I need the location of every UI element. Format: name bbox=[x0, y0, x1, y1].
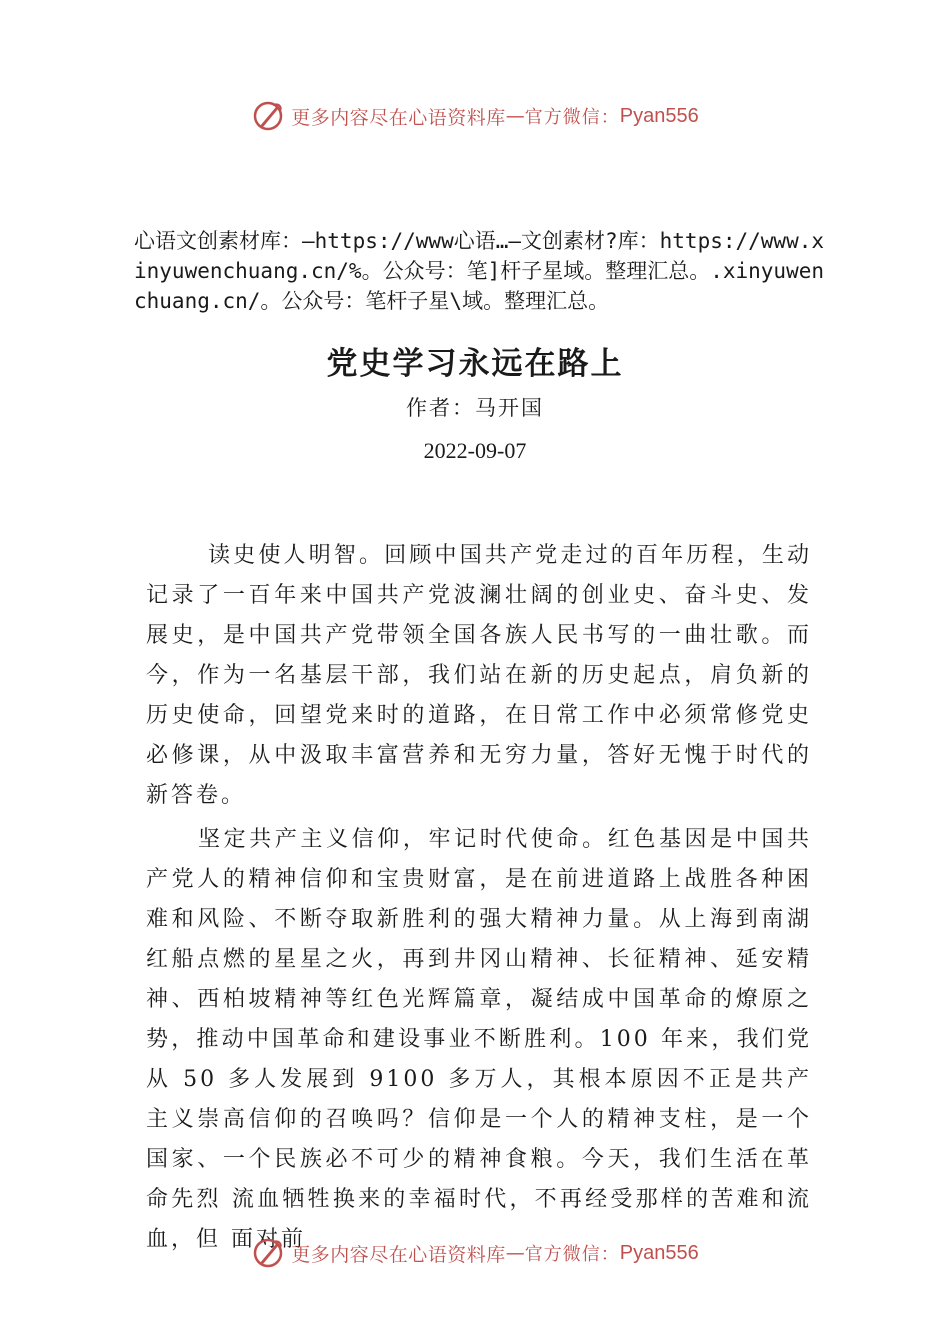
quill-logo-icon bbox=[251, 1236, 285, 1270]
article-author: 作者：马开国 bbox=[406, 396, 544, 420]
article-paragraph: 坚定共产主义信仰，牢记时代使命。红色基因是中国共 产党人的精神信仰和宝贵财富，是在前进道路上战胜各种困 难和风险、不断夺取新胜利的强大精神力量。从上海到南湖 红船点燃的星星之火，再到井冈山精神、长征精神、延安精 神、西柏坡精神等红色光辉篇章，凝结成中国革命的燎原之 势，推动中国革命和建设事业不断胜利。100 年来，我们党从 50 多人发展到 9100 多万人，其根本原因不正是共产主义崇高信仰的召唤吗？信仰是一个人的精神支柱，是一个国家、一个民族必不可少的精神食粮。今天，我们生活在革命先烈 流血牺牲换来的幸福时代，不再经受那样的苦难和流血，但 面对前 bbox=[146, 827, 812, 1252]
quill-logo-icon bbox=[251, 99, 285, 133]
article-paragraph: 读史使人明智。回顾中国共产党走过的百年历程，生动记录了一百年来中国共产党波澜壮阔的创业史、奋斗史、发展史，是中国共产党带领全国各族人民书写的一曲壮歌。而今，作为一名基层干部，我们站在新的历史起点，肩负新的历史使命，回望党来时的道路，在日常工作中必须常修党史必修课，从中汲取丰富营养和无穷力量，答好无愧于时代的新答卷。 bbox=[146, 543, 812, 808]
banner-official-label: 官方微信： bbox=[524, 1244, 620, 1265]
banner-brand-text: 更多内容尽在心语资料库 bbox=[291, 1243, 506, 1266]
banner-dash: — bbox=[505, 105, 525, 127]
source-note: 心语文创素材库：—https://www心语…—文创素材?库：https://www.xinyuwenchuang.cn/%。公众号：笔]杆子星域。整理汇总。.xinyuwenchuang.cn/。公众号：笔杆子星\域。整理汇总。 bbox=[134, 229, 825, 313]
banner-dash: — bbox=[505, 1242, 525, 1264]
header-banner bbox=[0, 96, 950, 136]
article-date: 2022-09-07 bbox=[423, 438, 527, 463]
article-body bbox=[146, 536, 812, 1264]
article-title: 党史学习永远在路上 bbox=[326, 346, 624, 382]
banner-wechat-handle: Pyan556 bbox=[619, 1241, 699, 1264]
banner-official-label: 官方微信： bbox=[524, 107, 620, 128]
banner-brand-text: 更多内容尽在心语资料库 bbox=[291, 106, 506, 129]
banner-wechat-handle: Pyan556 bbox=[619, 104, 699, 127]
footer-banner bbox=[0, 1233, 950, 1273]
